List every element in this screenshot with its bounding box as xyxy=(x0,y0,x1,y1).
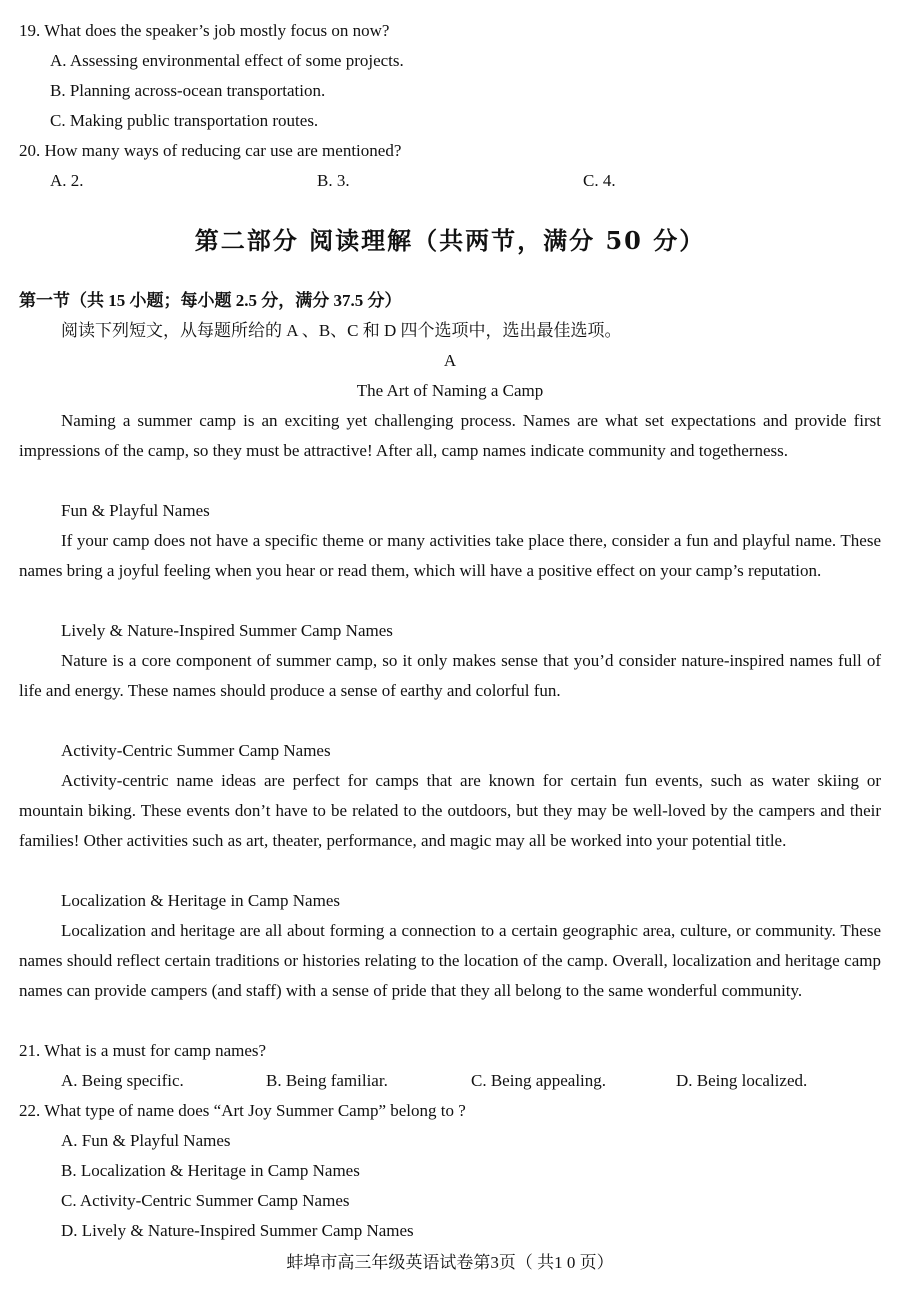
passage-section-heading-fun: Fun & Playful Names xyxy=(61,501,210,520)
question-22-option-a: A. Fun & Playful Names xyxy=(61,1131,231,1150)
question-21-option-b: B. Being familiar. xyxy=(266,1071,388,1090)
question-22-stem: 22. What type of name does “Art Joy Summer Camp” belong to ? xyxy=(19,1101,466,1120)
passage-title: The Art of Naming a Camp xyxy=(356,381,544,400)
passage-section-body-fun: If your camp does not have a specific theme or many activities take place there, consider a fun and playful name. These names bring a joyful feeling when you hear or read them, which will have a positive effect on your camp’s reputation. xyxy=(19,531,881,580)
question-19-option-c: C. Making public transportation routes. xyxy=(50,111,319,130)
part-two-title: 第二部分 阅读理解（共两节，满分 50 分） xyxy=(194,226,706,255)
question-22-option-d: D. Lively & Nature-Inspired Summer Camp Names xyxy=(61,1221,414,1240)
question-20-option-b: B. 3. xyxy=(317,171,350,190)
question-19-option-a: A. Assessing environmental effect of some projects. xyxy=(50,51,404,70)
question-20-option-c: C. 4. xyxy=(583,171,616,190)
question-21-option-d: D. Being localized. xyxy=(676,1071,808,1090)
question-21-option-c: C. Being appealing. xyxy=(471,1071,607,1090)
passage-section-body-activity: Activity-centric name ideas are perfect for camps that are known for certain fun events, such as water skiing or mountain biking. These events don’t have to be related to the outdoors, but they may be well-loved by the campers and their families! Other activities such as art, theater, performance, and magic may all be worked into your potential title. xyxy=(19,771,881,850)
question-19-stem: 19. What does the speaker’s job mostly focus on now? xyxy=(19,21,390,40)
question-21-option-a: A. Being specific. xyxy=(61,1071,184,1090)
passage-section-body-nature: Nature is a core component of summer camp, so it only makes sense that you’d consider nature-inspired names full of life and energy. These names should produce a sense of earthy and colorful fun. xyxy=(19,651,881,700)
question-22-option-c: C. Activity-Centric Summer Camp Names xyxy=(61,1191,350,1210)
question-20-option-a: A. 2. xyxy=(50,171,84,190)
passage-section-body-localization: Localization and heritage are all about forming a connection to a certain geographic area, culture, or community. These names should reflect certain traditions or histories relating to the location of the camp. Overall, localization and heritage camp names can provide campers (and staff) with a sense of pride that they all belong to the same wonderful community. xyxy=(19,921,881,1000)
passage-intro-paragraph: Naming a summer camp is an exciting yet challenging process. Names are what set expectations and provide first impressions of the camp, so they must be attractive! After all, camp names indicate community and togetherness. xyxy=(19,411,881,460)
section-one-heading xyxy=(19,290,402,312)
passage-section-heading-activity: Activity-Centric Summer Camp Names xyxy=(61,741,331,760)
page-footer: 蚌埠市高三年级英语试卷第3页（ 共1 0 页） xyxy=(286,1253,614,1272)
passage-letter: A xyxy=(443,351,457,370)
passage-section-heading-nature: Lively & Nature-Inspired Summer Camp Names xyxy=(61,621,393,640)
question-21-stem: 21. What is a must for camp names? xyxy=(19,1041,267,1060)
question-22-option-b: B. Localization & Heritage in Camp Names xyxy=(61,1161,360,1180)
passage-section-heading-localization: Localization & Heritage in Camp Names xyxy=(61,891,340,910)
section-one-heading-text: 第一节（共 15 小题；每小题 2.5 分，满分 37.5 分） xyxy=(19,291,402,310)
question-20-stem: 20. How many ways of reducing car use are mentioned? xyxy=(19,141,402,160)
section-one-instruction: 阅读下列短文，从每题所给的 A 、B、C 和 D 四个选项中，选出最佳选项。 xyxy=(61,321,622,340)
question-19-option-b: B. Planning across-ocean transportation. xyxy=(50,81,326,100)
